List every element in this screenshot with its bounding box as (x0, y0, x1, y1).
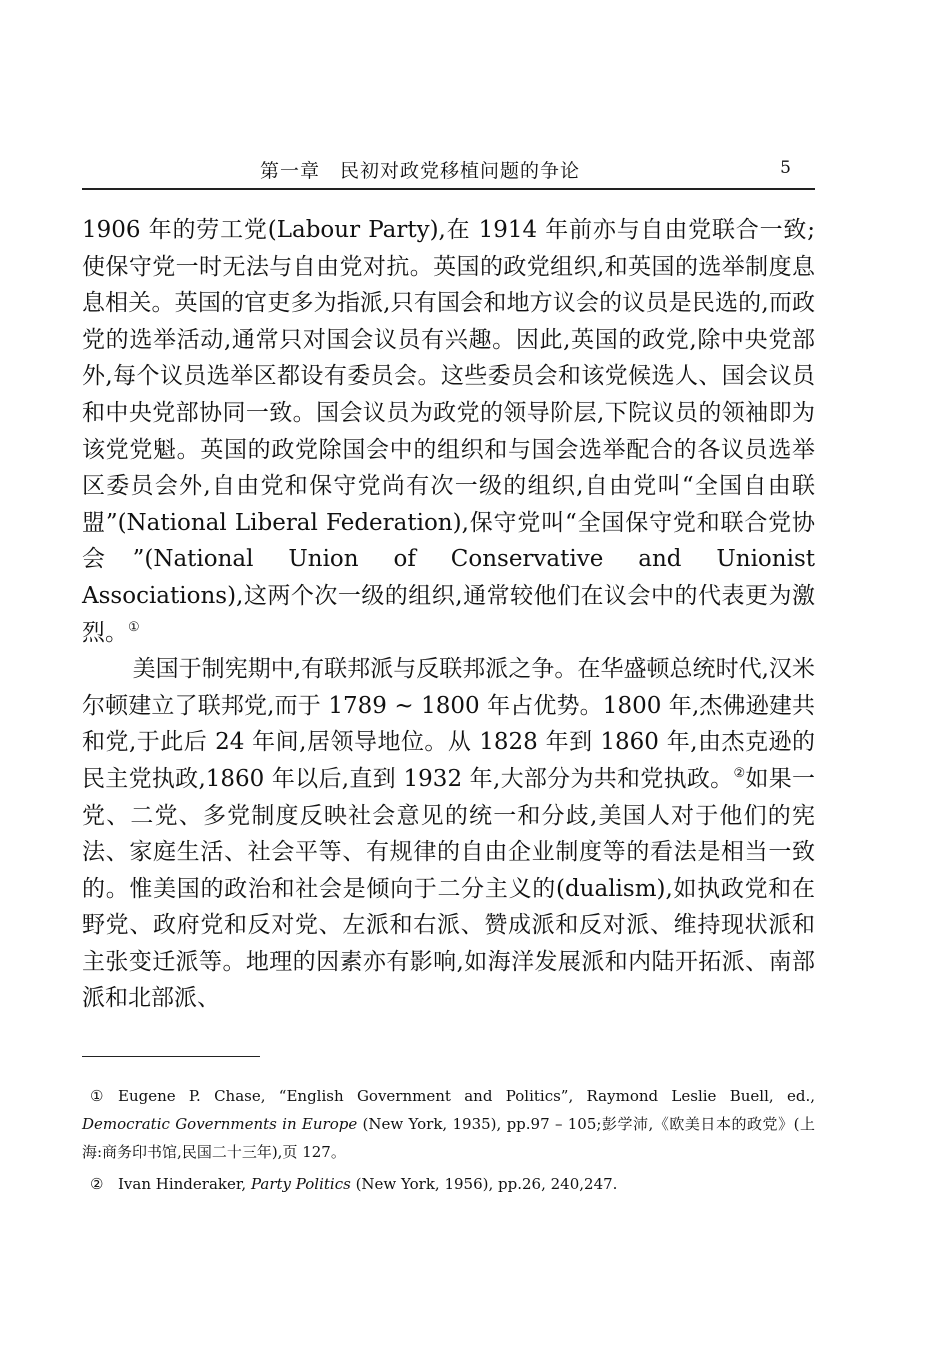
paragraph-2 (82, 651, 815, 1017)
footnote-book-title: Party Politics (250, 1175, 351, 1193)
paragraph-1 (82, 212, 815, 651)
paragraph-text: 如果一党、二党、多党制度反映社会意见的统一和分歧,美国人对于他们的宪法、家庭生活、社会平等、有规律的自由企业制度等的看法是相当一致的。惟美国的政治和社会是倾向于二分主义的(dualism),如执政党和在野党、政府党和反对党、左派和右派、赞成派和反对派、维持现状派和主张变迁派等。地理的因素亦有影响,如海洋发展派和内陆开拓派、南部派和北部派、 (82, 765, 816, 1012)
footnote-text: (New York, 1935), pp.97 – 105;彭学沛,《欧美日本的政党》(上海:商务印书馆,民国二十三年),页 127。 (82, 1115, 815, 1161)
page-header (82, 150, 815, 190)
footnote-2 (82, 1170, 815, 1198)
footnote-ref-1: ① (128, 619, 140, 635)
footnote-text: Ivan Hinderaker, (118, 1175, 247, 1193)
footnote-mark: ② (90, 1175, 104, 1193)
footnote-1 (82, 1082, 815, 1166)
body-text (82, 212, 815, 1017)
footnote-mark: ① (90, 1087, 104, 1105)
running-title: 第一章 民初对政党移植问题的争论 (260, 160, 581, 182)
footnote-text: Eugene P. Chase, “English Government and Politics”, Raymond Leslie Buell, ed., (118, 1087, 815, 1105)
footnote-text: (New York, 1956), pp.26, 240,247. (355, 1175, 618, 1193)
footnote-divider (82, 1056, 260, 1057)
paragraph-text: 美国于制宪期中,有联邦派与反联邦派之争。在华盛顿总统时代,汉米尔顿建立了联邦党,而于 1789 ~ 1800 年占优势。1800 年,杰佛逊建共和党,于此后 24 年间,居领导地位。从 1828 年到 1860 年,由杰克逊的民主党执政,1860 年以后,直到 1932 年,大部分为共和党执政。 (82, 656, 815, 792)
footnotes (82, 1082, 815, 1202)
paragraph-text: 1906 年的劳工党(Labour Party),在 1914 年前亦与自由党联合一致;使保守党一时无法与自由党对抗。英国的政党组织,和英国的选举制度息息相关。英国的官吏多为指派,只有国会和地方议会的议员是民选的,而政党的选举活动,通常只对国会议员有兴趣。因此,英国的政党,除中央党部外,每个议员选举区都设有委员会。这些委员会和该党候选人、国会议员和中央党部协同一致。国会议员为政党的领导阶层,下院议员的领袖即为该党党魁。英国的政党除国会中的组织和与国会选举配合的各议员选举区委员会外,自由党和保守党尚有次一级的组织,自由党叫“全国自由联盟”(National Liberal Federation),保守党叫“全国保守党和联合党协会”(National Union of Conservative and Unionist Associations),这两个次一级的组织,通常较他们在议会中的代表更为激烈。 (82, 217, 815, 646)
page-number: 5 (780, 158, 791, 178)
footnote-ref-2: ② (733, 765, 746, 781)
footnote-book-title: Democratic Governments in Europe (82, 1115, 358, 1133)
